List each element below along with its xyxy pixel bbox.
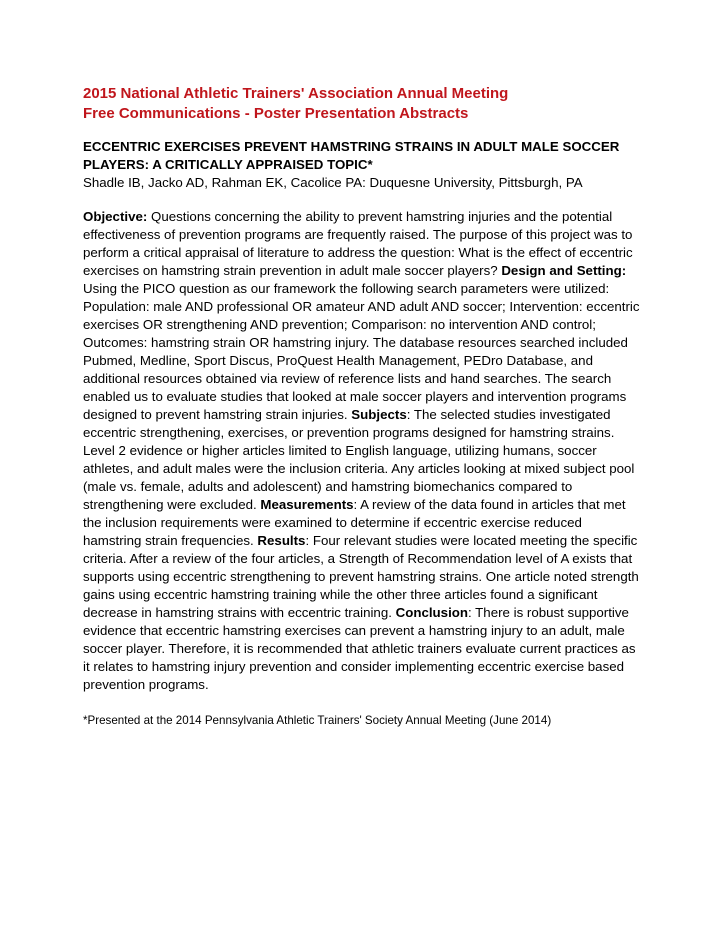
measurements-text: : A review of the data found in articles that met the inclusion requirements were examined to determine if eccentric exercise reduced hamstring strain frequencies. [83, 497, 626, 548]
design-label: Design and Setting: [501, 263, 627, 278]
section-title: Free Communications - Poster Presentation Abstracts [83, 105, 469, 122]
results-text: : Four relevant studies were located meeting the specific criteria. After a review of the four articles, a Strength of Recommendation level of A exists that supports using eccentric strengthening to prevent hamstring strains. One article noted strength gains using eccentric hamstring training while the other three articles found a significant decrease in hamstring strains with eccentric training. [83, 533, 639, 620]
article-title: ECCENTRIC EXERCISES PREVENT HAMSTRING STRAINS IN ADULT MALE SOCCER PLAYERS: A CRITICALLY APPRAISED TOPIC* [83, 139, 620, 172]
footnote: *Presented at the 2014 Pennsylvania Athletic Trainers' Society Annual Meeting (June 2014) [83, 714, 552, 727]
abstract-body [83, 208, 643, 694]
subjects-text: : The selected studies investigated eccentric strengthening, exercises, or prevention programs designed for hamstring strains. Level 2 evidence or higher articles limited to English language, utilizing humans, soccer athletes, and adult males were the inclusion criteria. Any articles looking at mixed subject pool (male vs. female, adults and adolescent) and hamstring biomechanics compared to strengthening were excluded. [83, 407, 635, 512]
subjects-label: Subjects [351, 407, 407, 422]
document-page [83, 84, 643, 729]
objective-label: Objective: [83, 209, 148, 224]
results-label: Results [257, 533, 306, 548]
objective-text: Questions concerning the ability to prevent hamstring injuries and the potential effectiveness of prevention programs are frequently raised. The purpose of this project was to perform a critical appraisal of literature to address the question: What is the effect of eccentric exercises on hamstring strain prevention in adult male soccer players? [83, 209, 633, 278]
article-authors: Shadle IB, Jacko AD, Rahman EK, Cacolice PA: Duquesne University, Pittsburgh, PA [83, 175, 583, 190]
design-text: Using the PICO question as our framework the following search parameters were utilized: Population: male AND professional OR amateur AND adult AND soccer; Intervention: eccentric exercises OR strengthening AND prevention; Comparison: no intervention AND control; Outcomes: hamstring strain OR hamstring injury. The database resources searched included Pubmed, Medline, Sport Discus, ProQuest Health Management, PEDro Database, and additional resources obtained via review of reference lists and hand searches. The search enabled us to evaluate studies that looked at male soccer players and intervention programs designed to prevent hamstring strain injuries. [83, 281, 640, 422]
conclusion-text: : There is robust supportive evidence that eccentric hamstring exercises can prevent a hamstring injury to an adult, male soccer player. Therefore, it is recommended that athletic trainers evaluate current practices as it relates to hamstring injury prevention and consider implementing eccentric exercise based prevention programs. [83, 605, 636, 692]
measurements-label: Measurements [260, 497, 354, 512]
meeting-title: 2015 National Athletic Trainers' Association Annual Meeting [83, 85, 509, 102]
conclusion-label: Conclusion [395, 605, 469, 620]
